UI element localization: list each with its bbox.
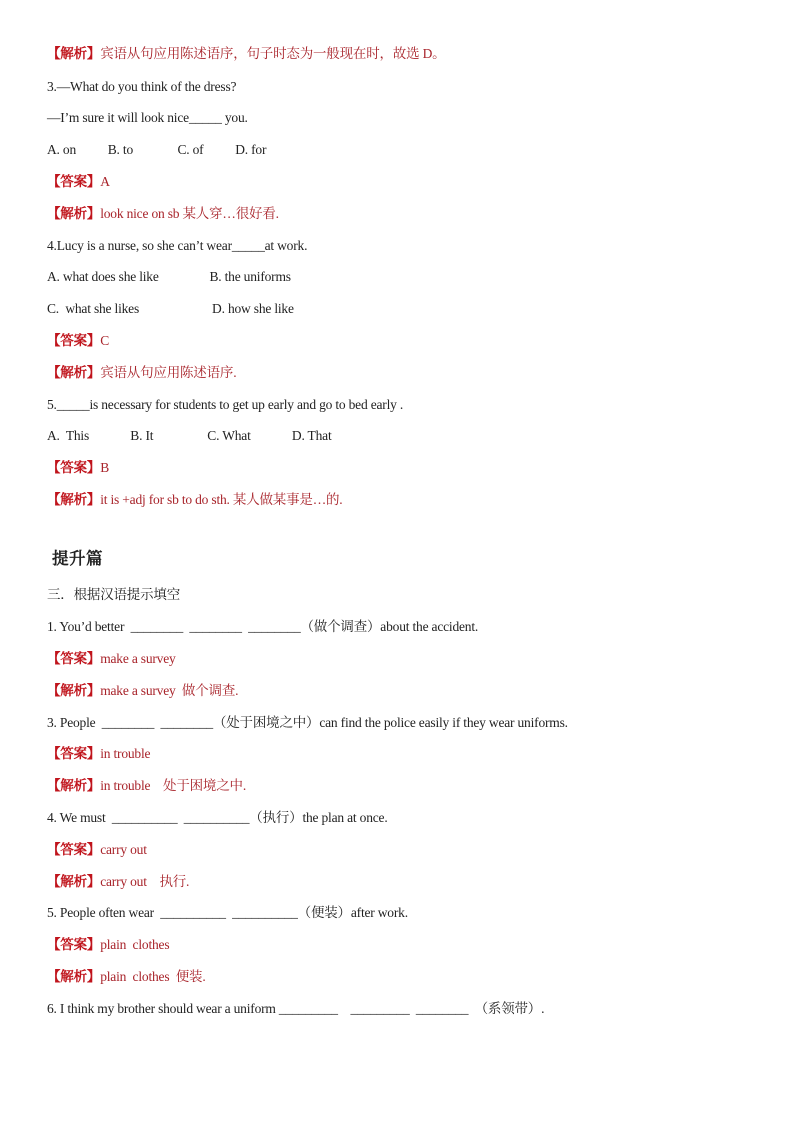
analysis-tag: 【解析】 [47, 46, 101, 61]
analysis-line [47, 364, 236, 382]
question-line: 5._____is necessary for students to get up early and go to bed early . [47, 397, 404, 412]
analysis-text: 宾语从句应用陈述语序. [100, 365, 237, 380]
analysis-tag: 【解析】 [47, 492, 101, 507]
question-line: 1. You’d better ________ ________ ________（做个调查）about the accident. [47, 619, 479, 634]
question-line: 5. People often wear __________ __________（便装）after work. [47, 905, 408, 920]
answer-text: in trouble [100, 746, 151, 761]
analysis-line [47, 491, 342, 509]
analysis-tag: 【解析】 [47, 874, 101, 889]
answer-tag: 【答案】 [47, 174, 101, 189]
answer-line [47, 745, 150, 763]
analysis-text: look nice on sb 某人穿…很好看. [100, 206, 279, 221]
answer-line [47, 459, 109, 477]
question-line: 3. People ________ ________（处于困境之中）can find the police easily if they wear uniforms. [47, 715, 568, 730]
answer-line [47, 650, 176, 668]
question-line: 3.—What do you think of the dress? [47, 79, 237, 94]
analysis-text: make a survey 做个调查. [100, 683, 239, 698]
analysis-text: it is +adj for sb to do sth. 某人做某事是…的. [100, 492, 343, 507]
question-line: A. what does she like B. the uniforms [47, 269, 291, 284]
answer-line [47, 173, 110, 191]
analysis-text: in trouble 处于困境之中. [100, 778, 246, 793]
analysis-line [47, 682, 238, 700]
answer-text: B [100, 460, 110, 475]
section-heading: 提升篇 [52, 549, 103, 568]
answer-tag: 【答案】 [47, 746, 101, 761]
answer-tag: 【答案】 [47, 937, 101, 952]
answer-tag: 【答案】 [47, 651, 101, 666]
analysis-tag: 【解析】 [47, 206, 101, 221]
answer-text: A [100, 174, 110, 189]
analysis-line [47, 777, 246, 795]
question-line: A. This B. It C. What D. That [47, 428, 332, 443]
question-line: —I’m sure it will look nice_____ you. [47, 110, 248, 125]
answer-line [47, 332, 109, 350]
answer-text: C [100, 333, 110, 348]
analysis-line [47, 873, 189, 891]
analysis-tag: 【解析】 [47, 365, 101, 380]
answer-tag: 【答案】 [47, 842, 101, 857]
analysis-tag: 【解析】 [47, 778, 101, 793]
answer-tag: 【答案】 [47, 460, 101, 475]
question-line: 4.Lucy is a nurse, so she can’t wear_____at work. [47, 238, 308, 253]
analysis-line [47, 968, 206, 986]
answer-text: carry out [100, 842, 147, 857]
answer-line [47, 936, 169, 954]
question-line: 6. I think my brother should wear a uniform _________ _________ ________ （系领带）. [47, 1001, 545, 1016]
analysis-text: plain clothes 便装. [100, 969, 206, 984]
analysis-line [47, 45, 445, 63]
question-line: C. what she likes D. how she like [47, 301, 294, 316]
question-line: 4. We must __________ __________（执行）the plan at once. [47, 810, 388, 825]
analysis-tag: 【解析】 [47, 969, 101, 984]
question-line: 三．根据汉语提示填空 [47, 587, 180, 602]
analysis-tag: 【解析】 [47, 683, 101, 698]
answer-line [47, 841, 147, 859]
answer-text: make a survey [100, 651, 176, 666]
analysis-text: carry out 执行. [100, 874, 190, 889]
answer-text: plain clothes [100, 937, 170, 952]
answer-tag: 【答案】 [47, 333, 101, 348]
analysis-line [47, 205, 279, 223]
question-line: A. on B. to C. of D. for [47, 142, 267, 157]
analysis-text: 宾语从句应用陈述语序，句子时态为一般现在时，故选 D。 [100, 46, 446, 61]
